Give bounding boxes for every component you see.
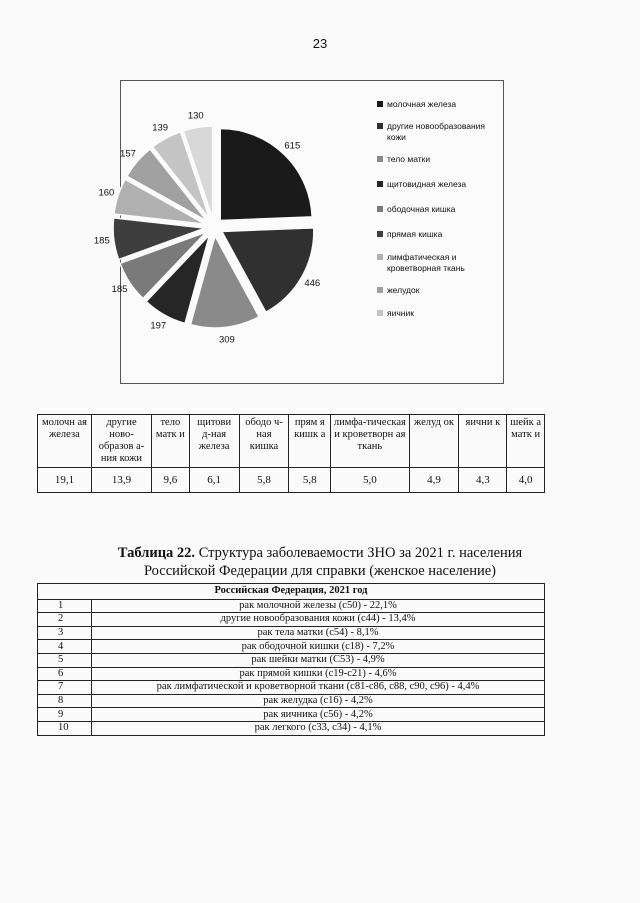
share-table-value: 4,3 [459, 468, 507, 493]
legend-item [377, 252, 501, 274]
caption-text-1: Структура заболеваемости ЗНО за 2021 г. населения [195, 545, 523, 561]
rank-text: рак молочной железы (с50) - 22,1% [92, 599, 545, 613]
rank-text: рак желудка (с16) - 4,2% [92, 694, 545, 708]
pie-value-label: 139 [152, 122, 169, 134]
share-table-value: 9,6 [152, 468, 190, 493]
share-table-value: 5,8 [289, 468, 331, 493]
chart-legend [377, 99, 501, 330]
table-row [38, 626, 545, 640]
legend-label: ободочная кишка [387, 204, 456, 214]
legend-swatch [377, 287, 383, 293]
rank-text: рак лимфатической и кроветворной ткани (с81-с86, с88, с90, с96) - 4,4% [92, 681, 545, 695]
pie-value-label: 446 [304, 277, 321, 289]
pie-value-label: 185 [93, 235, 110, 247]
caption-number: Таблица 22. [117, 545, 196, 561]
legend-item [377, 179, 501, 190]
legend-item [377, 229, 501, 240]
share-table-header: тело матк и [152, 415, 190, 468]
share-table-header: другие ново-образов а-ния кожи [91, 415, 151, 468]
share-table-value: 19,1 [38, 468, 92, 493]
rank-text: рак легкого (с33, с34) - 4,1% [92, 721, 545, 735]
legend-label: прямая кишка [387, 229, 443, 239]
rank-text: рак прямой кишки (с19-с21) - 4,6% [92, 667, 545, 681]
share-table-value: 13,9 [91, 468, 151, 493]
rank-number: 7 [38, 681, 92, 695]
legend-label: желудок [387, 285, 420, 295]
share-table-value: 5,8 [239, 468, 289, 493]
caption-line-1 [0, 544, 640, 562]
legend-label: яичник [387, 308, 414, 318]
pie-value-label: 309 [218, 334, 235, 346]
legend-swatch [377, 156, 383, 162]
share-table-header-row [38, 415, 545, 468]
pie-value-label: 157 [120, 148, 136, 160]
table-row [38, 667, 545, 681]
rank-table-header: Российская Федерация, 2021 год [38, 584, 545, 600]
legend-item [377, 154, 501, 165]
pie-chart [93, 80, 504, 384]
rank-number: 10 [38, 721, 92, 735]
legend-swatch [377, 123, 383, 129]
rank-text: другие новообразования кожи (с44) - 13,4% [92, 613, 545, 627]
legend-item [377, 285, 501, 296]
share-table-header: лимфа-тическая и кроветворн ая ткань [331, 415, 409, 468]
legend-swatch [377, 181, 383, 187]
rank-number: 3 [38, 626, 92, 640]
pie-value-label: 160 [98, 187, 115, 199]
share-table [37, 414, 545, 493]
rank-text: рак шейки матки (С53) - 4,9% [92, 653, 545, 667]
pie-value-label: 130 [187, 110, 204, 122]
share-table-header: прям я кишк а [289, 415, 331, 468]
legend-swatch [377, 101, 383, 107]
table-caption [0, 544, 640, 580]
share-table-value: 6,1 [189, 468, 239, 493]
legend-label: молочная железа [387, 99, 457, 109]
rank-number: 9 [38, 708, 92, 722]
legend-label: другие новообразования кожи [387, 121, 486, 142]
caption-line-2: Российской Федерации для справки (женское население) [143, 563, 497, 579]
table-row [38, 640, 545, 654]
share-table-header: шейк а матк и [507, 415, 545, 468]
share-table-header: ободо ч-ная кишка [239, 415, 289, 468]
legend-item [377, 308, 501, 319]
share-table-values-row [38, 468, 545, 493]
legend-label: лимфатическая и кроветворная ткань [387, 252, 465, 273]
rank-number: 6 [38, 667, 92, 681]
share-table-header: молочн ая железа [38, 415, 92, 468]
table-row [38, 599, 545, 613]
pie-value-label: 185 [111, 283, 128, 295]
legend-swatch [377, 206, 383, 212]
rank-number: 5 [38, 653, 92, 667]
legend-item [377, 99, 501, 110]
legend-label: тело матки [387, 154, 431, 164]
page-number: 23 [312, 36, 328, 51]
table-row [38, 708, 545, 722]
share-table-header: желуд ок [409, 415, 459, 468]
share-table-value: 4,0 [507, 468, 545, 493]
rank-number: 1 [38, 599, 92, 613]
legend-item [377, 121, 501, 143]
rank-text: рак тела матки (с54) - 8,1% [92, 626, 545, 640]
rank-table-header-row [38, 584, 545, 600]
pie-value-label: 197 [150, 320, 167, 332]
rank-text: рак ободочной кишки (с18) - 7,2% [92, 640, 545, 654]
table-row [38, 721, 545, 735]
rank-number: 8 [38, 694, 92, 708]
share-table-header: щитови д-ная железа [189, 415, 239, 468]
table-row [38, 613, 545, 627]
share-table-value: 5,0 [331, 468, 409, 493]
rank-number: 4 [38, 640, 92, 654]
rank-text: рак яичника (с56) - 4,2% [92, 708, 545, 722]
legend-label: щитовидная железа [387, 179, 467, 189]
legend-swatch [377, 254, 383, 260]
rank-number: 2 [38, 613, 92, 627]
legend-swatch [377, 310, 383, 316]
legend-swatch [377, 231, 383, 237]
share-table-value: 4,9 [409, 468, 459, 493]
legend-item [377, 204, 501, 215]
pie-value-label: 615 [284, 140, 301, 152]
table-row [38, 694, 545, 708]
table-row [38, 681, 545, 695]
rank-table [37, 583, 545, 736]
table-row [38, 653, 545, 667]
share-table-header: яични к [459, 415, 507, 468]
